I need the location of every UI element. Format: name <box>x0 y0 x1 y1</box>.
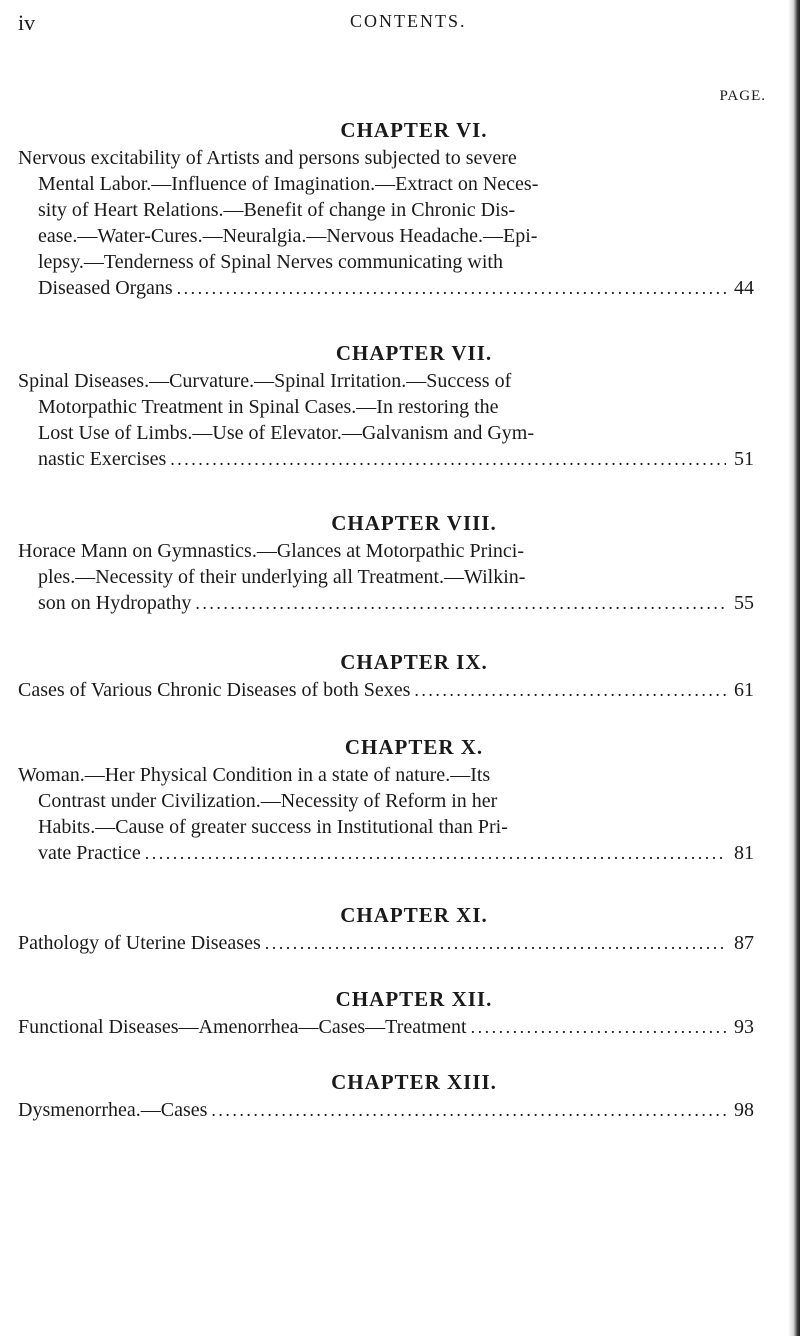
chapter-summary <box>0 538 800 616</box>
page-number: 98 <box>734 1099 754 1121</box>
dot-leader <box>414 677 726 697</box>
chapter-summary <box>0 368 800 472</box>
chapter-summary <box>0 1014 800 1040</box>
summary-line: Mental Labor.—Influence of Imagination.—Extract on Neces- <box>38 173 539 195</box>
summary-line: Contrast under Civilization.—Necessity of Reform in her <box>38 790 498 812</box>
chapter-heading: CHAPTER VI. <box>340 118 488 142</box>
chapter-xi <box>0 900 800 956</box>
page-folio: iv <box>18 10 36 35</box>
dot-leader <box>265 930 726 950</box>
summary-line: vate Practice <box>38 842 141 864</box>
dot-leader <box>471 1014 726 1034</box>
toc-entry-line <box>18 930 754 956</box>
toc-entry-line <box>18 1097 754 1123</box>
dot-leader <box>170 446 726 466</box>
summary-line: Dysmenorrhea.—Cases <box>18 1099 208 1121</box>
toc-entry-line <box>18 275 754 301</box>
dot-leader <box>195 590 726 610</box>
chapter-viii <box>0 508 800 616</box>
dot-leader <box>145 840 726 860</box>
summary-line: Functional Diseases—Amenorrhea—Cases—Treatment <box>18 1016 467 1038</box>
chapter-summary <box>0 677 800 703</box>
running-head <box>18 10 760 38</box>
toc-entry-line <box>18 1014 754 1040</box>
summary-line: son on Hydropathy <box>38 592 192 614</box>
summary-line: Lost Use of Limbs.—Use of Elevator.—Galvanism and Gym- <box>38 422 535 444</box>
summary-line: Horace Mann on Gymnastics.—Glances at Motorpathic Princi- <box>18 540 524 562</box>
chapter-ix <box>0 647 800 703</box>
summary-line: sity of Heart Relations.—Benefit of change in Chronic Dis- <box>38 199 516 221</box>
page-number: 81 <box>734 842 754 864</box>
summary-line: Spinal Diseases.—Curvature.—Spinal Irritation.—Success of <box>18 370 512 392</box>
summary-line: Habits.—Cause of greater success in Institutional than Pri- <box>38 816 508 838</box>
toc-entry-line <box>18 590 754 616</box>
page-edge-shadow <box>788 0 800 1336</box>
chapter-heading: CHAPTER X. <box>344 735 484 759</box>
chapter-xiii <box>0 1067 800 1123</box>
chapter-heading: CHAPTER XI. <box>340 903 488 927</box>
chapter-summary <box>0 930 800 956</box>
running-title: CONTENTS. <box>350 11 467 31</box>
toc-entry-line <box>18 446 754 472</box>
page-number: 93 <box>734 1016 754 1038</box>
summary-line: nastic Exercises <box>38 448 167 470</box>
chapter-heading: CHAPTER XII. <box>335 987 493 1011</box>
page-column-label: PAGE. <box>719 88 766 104</box>
chapter-heading: CHAPTER XIII. <box>331 1070 497 1094</box>
chapter-vii <box>0 338 800 472</box>
chapter-xii <box>0 984 800 1040</box>
dot-leader <box>211 1097 726 1117</box>
chapter-heading: CHAPTER VIII. <box>331 511 497 535</box>
summary-line: ease.—Water-Cures.—Neuralgia.—Nervous Headache.—Epi- <box>38 225 538 247</box>
summary-line: ples.—Necessity of their underlying all Treatment.—Wilkin- <box>38 566 526 588</box>
chapter-summary <box>0 762 800 866</box>
summary-line: Diseased Organs <box>38 277 173 299</box>
summary-line: Pathology of Uterine Diseases <box>18 932 261 954</box>
summary-line: Motorpathic Treatment in Spinal Cases.—In restoring the <box>38 396 499 418</box>
page-number: 55 <box>734 592 754 614</box>
summary-line: Woman.—Her Physical Condition in a state of nature.—Its <box>18 764 491 786</box>
toc-entry-line <box>18 840 754 866</box>
chapter-heading: CHAPTER IX. <box>340 650 488 674</box>
page-number: 61 <box>734 679 754 701</box>
dot-leader <box>177 275 726 295</box>
summary-line: Cases of Various Chronic Diseases of both Sexes <box>18 679 411 701</box>
chapter-summary <box>0 145 800 301</box>
toc-entry-line <box>18 677 754 703</box>
summary-line: lepsy.—Tenderness of Spinal Nerves communicating with <box>38 251 503 273</box>
chapter-vi <box>0 115 800 301</box>
page-number: 44 <box>734 277 754 299</box>
page-number: 87 <box>734 932 754 954</box>
chapter-x <box>0 732 800 866</box>
summary-line: Nervous excitability of Artists and persons subjected to severe <box>18 147 517 169</box>
page-number: 51 <box>734 448 754 470</box>
chapter-summary <box>0 1097 800 1123</box>
chapter-heading: CHAPTER VII. <box>335 341 493 365</box>
